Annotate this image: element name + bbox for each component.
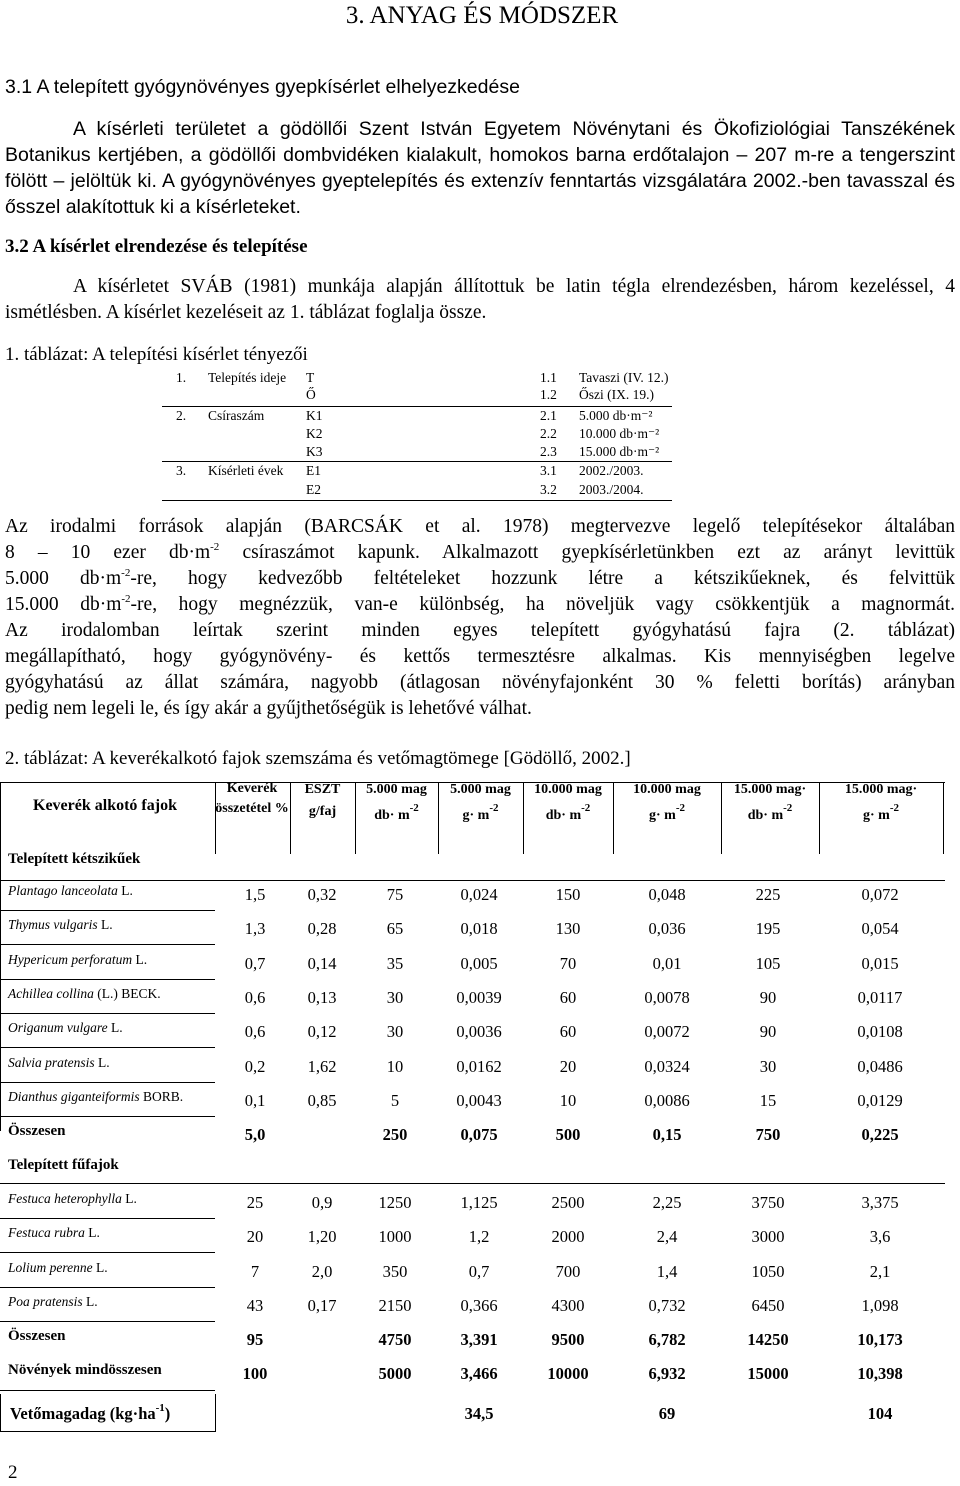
table2-rule [0, 880, 945, 881]
row-rule [0, 1013, 215, 1014]
cell-value: 1050 [751, 1261, 785, 1281]
table1-level: 1.1 [540, 370, 557, 385]
cell-value: 3,391 [460, 1330, 498, 1350]
header-line1: 5.000 mag [366, 782, 427, 797]
seed-rate-label [10, 1404, 170, 1424]
header-line2: $g\cdot m^{-2}$ [862, 802, 899, 823]
cell-value: 10,398 [857, 1364, 903, 1384]
header-line1: 10.000 mag [633, 782, 701, 797]
species-author: L. [132, 951, 148, 967]
species-italic: Plantago lanceolata [8, 883, 118, 898]
seed-box-rule [215, 1394, 216, 1432]
cell-value: 0,0324 [644, 1056, 690, 1076]
species-name [8, 1294, 98, 1310]
table2 [0, 765, 960, 1465]
species-italic: Salvia pratensis [8, 1054, 95, 1070]
cell-value: 0,28 [307, 919, 337, 939]
cell-value: 150 [555, 885, 581, 904]
p3-line-4: 15.000 $db\cdot m^{-2}-re$, hogy megnézzük, van-e különbség, ha növeljük vagy csökkentjük a magnormát. [5, 593, 955, 615]
cell-value: 20 [559, 1056, 577, 1076]
species-name: Növények mindösszesen [8, 1362, 162, 1379]
species-author: BORB. [139, 1088, 184, 1104]
cell-value: 1,098 [861, 1296, 899, 1315]
p3-line-7: gyógyhatású az állat számára, nagyobb (átlagosan növényfajonként 30 % feletti borítás) arányban [5, 672, 955, 693]
header-exponent: -2 [889, 802, 899, 814]
header-exponent: -2 [409, 802, 419, 814]
row-rule [0, 910, 215, 911]
p3-line-5: Az irodalomban leírtak szerint minden egyes telepített gyógyhatású fajra (2. táblázat) [5, 620, 955, 641]
table1-rule [162, 406, 672, 407]
cell-value: 14250 [747, 1330, 789, 1350]
seed-value: 104 [867, 1404, 893, 1424]
cell-value: 30 [386, 1022, 404, 1042]
header-exponent: -2 [783, 802, 793, 814]
table1-code: K1 [306, 408, 323, 423]
cell-value: 5,0 [244, 1125, 266, 1145]
cell-value: 0,6 [244, 987, 266, 1007]
row-rule [0, 1390, 215, 1391]
seed-rate-text: Vetőmagadag (kg·ha [10, 1404, 156, 1424]
header-c2 [438, 779, 523, 827]
species-italic: Hypericum perforatum [8, 951, 133, 967]
cell-value: 5 [390, 1090, 400, 1110]
seed-box-rule [0, 1394, 1, 1432]
species-italic: Achillea collina [8, 985, 94, 1001]
cell-value: 0,005 [460, 953, 498, 973]
cell-value: 0,072 [861, 885, 899, 904]
cell-value: 1,125 [460, 1193, 498, 1213]
row-rule [0, 1287, 215, 1288]
cell-value: 0,048 [648, 885, 686, 904]
table1-level: 2.3 [540, 444, 557, 459]
table1-code: Ő [306, 387, 316, 402]
species-name [8, 1260, 108, 1276]
cell-value: 60 [559, 1022, 577, 1042]
cell-value: 195 [755, 919, 781, 939]
cell-value: 0,1 [244, 1090, 266, 1110]
cell-value: 700 [555, 1261, 581, 1281]
cell-value: 0,075 [460, 1125, 498, 1145]
header-line2: $g\cdot m^{-2}$ [648, 802, 685, 823]
species-author: (L.) BECK. [93, 985, 161, 1001]
paragraph-3 [5, 514, 955, 722]
cell-value: 0,0036 [456, 1022, 502, 1042]
cell-value: 0,9 [311, 1193, 333, 1213]
header-line2: $g\cdot m^{-2}$ [462, 802, 499, 823]
seed-value: 69 [658, 1404, 676, 1424]
cell-value: 25 [246, 1193, 264, 1213]
row-rule [0, 1321, 215, 1322]
cell-value: 1,20 [307, 1227, 337, 1247]
group-label-grasses: Telepített fűfajok [8, 1157, 119, 1174]
cell-value: 65 [386, 919, 404, 939]
species-author: L. [82, 1294, 98, 1309]
cell-value: 43 [246, 1296, 264, 1315]
cell-value: 30 [759, 1056, 777, 1076]
table2-caption: 2. táblázat: A keverékalkotó fajok szemszáma és vetőmagtömege [Gödöllő, 2002.] [5, 748, 631, 769]
table1-number: 1. [176, 370, 187, 385]
cell-value: 0,12 [307, 1022, 337, 1042]
row-rule [0, 1116, 215, 1117]
p3-line-2: 8 – 10 ezer $db\cdot m^{-2}$ csíraszámot kapunk. Alkalmazott gyepkísérletünkben ezt az arányt levittük [5, 541, 955, 563]
cell-value: 0,0086 [644, 1090, 690, 1110]
species-name [8, 986, 161, 1002]
cell-value: 10,173 [857, 1330, 903, 1350]
cell-value: 225 [755, 885, 781, 904]
header-line1: 15.000 mag· [733, 782, 807, 797]
cell-value: 0,14 [307, 953, 337, 973]
cell-value: 0,0129 [857, 1090, 903, 1110]
species-author: L. [117, 883, 133, 898]
cell-value: 1,2 [468, 1227, 490, 1247]
section-1-heading: 3.1 A telepített gyógynövényes gyepkísérlet elhelyezkedése [5, 76, 520, 98]
header-line1: 15.000 mag· [844, 782, 918, 797]
table1-code: K3 [306, 444, 323, 459]
cell-value: 0,85 [307, 1090, 337, 1110]
table1-factor: Csíraszám [208, 408, 265, 423]
cell-value: 0,0117 [857, 987, 903, 1007]
cell-value: 9500 [551, 1330, 585, 1350]
row-rule [0, 1218, 215, 1219]
table1-desc: 15.000 db·m⁻² [579, 444, 660, 459]
header-line1: 10.000 mag [534, 782, 602, 797]
cell-value: 4750 [378, 1330, 412, 1350]
species-name [8, 917, 113, 933]
cell-value: 10000 [547, 1364, 589, 1384]
header-c6 [819, 779, 943, 827]
species-name [8, 1089, 183, 1105]
cell-value: 2,0 [311, 1261, 333, 1281]
species-italic: Dianthus giganteiformis [8, 1088, 140, 1104]
header-line2: $db\cdot m^{-2}$ [545, 802, 591, 823]
row-rule [0, 1082, 215, 1083]
table2-col-rule [943, 782, 944, 854]
species-author: L. [94, 1054, 110, 1070]
species-author: L. [92, 1259, 108, 1275]
cell-value: 3750 [751, 1193, 785, 1213]
table1-rule [162, 461, 672, 462]
cell-value: 60 [559, 987, 577, 1007]
table1-desc: 10.000 db·m⁻² [579, 426, 660, 441]
cell-value: 70 [559, 953, 577, 973]
table1-code: E2 [306, 482, 321, 497]
cell-value: 15000 [747, 1364, 789, 1384]
cell-value: 6,932 [648, 1364, 686, 1384]
section-2-heading: 3.2 A kísérlet elrendezése és telepítése [5, 236, 308, 257]
species-author: L. [97, 917, 113, 933]
seed-rate-exponent: -1 [155, 1402, 165, 1415]
cell-value: 6,782 [648, 1330, 686, 1350]
p3-line-6: megállapítható, hogy gyógynövény- és kettős termesztésre alkalmas. Kis mennyiségben legelve [5, 646, 955, 667]
cell-value: 0,225 [861, 1125, 899, 1145]
cell-value: 2,1 [869, 1261, 891, 1281]
cell-value: 0,0072 [644, 1022, 690, 1042]
cell-value: 75 [386, 885, 404, 904]
cell-value: 30 [386, 987, 404, 1007]
species-author: L. [84, 1225, 100, 1241]
cell-value: 15 [759, 1090, 777, 1110]
table1-level: 2.2 [540, 426, 557, 441]
header-c4 [613, 779, 721, 827]
header-line2: $db\cdot m^{-2}$ [747, 802, 793, 823]
group-label-dicots: Telepített kétszikűek [8, 851, 141, 867]
table1-desc: Őszi (IX. 19.) [579, 387, 654, 402]
section-1-paragraph: A kísérleti területet a gödöllői Szent István Egyetem Növénytani és Ökofiziológiai Tanszékének Botanikus kertjében, a gödöllői dombvidéken kialakult, homokos barna erdőtalajon – 207 m-re a tengerszint fölött – jelöltük ki. A gyógynövényes gyeptelepítés és extenzív fenntartás vizsgálatára 2002.-ben tavasszal és ősszel alakítottuk ki a kísérleteket. [5, 118, 955, 218]
species-author: L. [107, 1020, 123, 1036]
table1-factor: Telepítés ideje [208, 370, 287, 385]
table1-factor: Kísérleti évek [208, 463, 284, 478]
species-name [8, 1191, 137, 1207]
species-name [8, 1225, 100, 1241]
cell-value: 0,32 [307, 885, 337, 904]
table1-code: E1 [306, 463, 321, 478]
header-c5 [721, 779, 819, 827]
table1-level: 1.2 [540, 387, 557, 402]
table1-rule [162, 500, 672, 501]
cell-value: 3,466 [460, 1364, 498, 1384]
cell-value: 6450 [751, 1296, 785, 1315]
header-species: Keverék alkotó fajok [33, 797, 177, 814]
cell-value: 90 [759, 987, 777, 1007]
cell-value: 0,15 [652, 1125, 682, 1145]
cell-value: 105 [755, 953, 781, 973]
table1-desc: 2002./2003. [579, 463, 644, 478]
table1-desc: Tavaszi (IV. 12.) [579, 370, 669, 385]
cell-value: 2500 [551, 1193, 585, 1213]
cell-value: 1000 [378, 1227, 412, 1247]
section-2-paragraph: A kísérletet SVÁB (1981) munkája alapján állítottuk be latin tégla elrendezésben, három kezeléssel, 4 ismétlésben. A kísérlet kezeléseit az 1. táblázat foglalja össze. [5, 276, 955, 323]
cell-value: 2,4 [656, 1227, 678, 1247]
cell-value: 5000 [378, 1364, 412, 1384]
cell-value: 100 [242, 1364, 268, 1384]
table1-caption: 1. táblázat: A telepítési kísérlet tényezői [5, 344, 308, 365]
header-exponent: -2 [581, 802, 591, 814]
table1-number: 3. [176, 463, 187, 478]
p3-line-1: Az irodalmi források alapján (BARCSÁK et al. 1978) megtervezve legelő telepítésekor általában [5, 516, 955, 537]
cell-value: 0,732 [648, 1296, 686, 1315]
cell-value: 2150 [378, 1296, 412, 1315]
species-name: Összesen [8, 1123, 66, 1140]
header-c3 [523, 779, 613, 827]
p3-line-8: pedig nem legeli le, és így akár a gyűjthetőségük is lehetővé válhat. [5, 698, 532, 719]
table1-level: 3.2 [540, 482, 557, 497]
cell-value: 2,25 [652, 1193, 682, 1213]
cell-value: 0,0078 [644, 987, 690, 1007]
cell-value: 0,0486 [857, 1056, 903, 1076]
cell-value: 750 [755, 1125, 781, 1145]
cell-value: 0,0039 [456, 987, 502, 1007]
table1-number: 2. [176, 408, 187, 423]
cell-value: 0,024 [460, 885, 498, 904]
cell-value: 0,7 [468, 1261, 490, 1281]
cell-value: 0,0043 [456, 1090, 502, 1110]
header-exponent: -2 [489, 802, 499, 814]
cell-value: 250 [382, 1125, 408, 1145]
cell-value: 0,7 [244, 953, 266, 973]
seed-box-rule [0, 1431, 215, 1432]
cell-value: 10 [386, 1056, 404, 1076]
header-mix: Keverék összetétel % [215, 781, 289, 816]
cell-value: 0,036 [648, 919, 686, 939]
seed-rate-tail: ) [164, 1404, 171, 1424]
chapter-title: 3. ANYAG ÉS MÓDSZER [345, 2, 619, 29]
cell-value: 3,375 [861, 1193, 899, 1213]
table2-left-rule [0, 882, 1, 1131]
cell-value: 0,0162 [456, 1056, 502, 1076]
cell-value: 3000 [751, 1227, 785, 1247]
cell-value: 0,13 [307, 987, 337, 1007]
cell-value: 0,054 [861, 919, 899, 939]
cell-value: 90 [759, 1022, 777, 1042]
cell-value: 500 [555, 1125, 581, 1145]
species-name: Összesen [8, 1328, 66, 1345]
table1-level: 2.1 [540, 408, 557, 423]
table1-desc: 5.000 db·m⁻² [579, 408, 653, 423]
cell-value: 2000 [551, 1227, 585, 1247]
species-name [8, 1020, 123, 1036]
cell-value: 350 [382, 1261, 408, 1281]
row-rule [0, 1252, 215, 1253]
cell-value: 7 [250, 1261, 260, 1281]
table1-desc: 2003./2004. [579, 482, 644, 497]
cell-value: 3,6 [869, 1227, 891, 1247]
species-name [8, 1055, 110, 1071]
cell-value: 1,5 [244, 885, 266, 904]
row-rule [0, 1047, 215, 1048]
cell-value: 1,4 [656, 1261, 678, 1281]
cell-value: 0,015 [861, 953, 899, 973]
page-number: 2 [8, 1462, 18, 1483]
table1-code: K2 [306, 426, 323, 441]
species-italic: Lolium perenne [8, 1259, 93, 1275]
p3-line-3: 5.000 $db\cdot m^{-2}-re$, hogy kedvezőbb feltételeket hozzunk létre a kétszikűeknek, és felvittük [5, 567, 955, 589]
seed-value: 34,5 [464, 1404, 494, 1424]
cell-value: 0,2 [244, 1056, 266, 1076]
species-italic: Festuca rubra [8, 1225, 85, 1241]
table2-left-rule [0, 782, 1, 882]
cell-value: 0,01 [652, 953, 682, 973]
species-italic: Festuca heterophylla [8, 1191, 122, 1207]
header-eszt: ESZT g/faj [304, 782, 341, 819]
cell-value: 1,3 [244, 919, 266, 939]
species-name [8, 883, 133, 899]
species-italic: Poa pratensis [8, 1294, 83, 1309]
cell-value: 10 [559, 1090, 577, 1110]
species-name [8, 952, 147, 968]
header-exponent: -2 [675, 802, 685, 814]
header-c1 [355, 779, 438, 827]
table2-rule [0, 1183, 945, 1184]
species-italic: Origanum vulgare [8, 1020, 108, 1036]
cell-value: 95 [246, 1330, 264, 1350]
cell-value: 4300 [551, 1296, 585, 1315]
cell-value: 0,0108 [857, 1022, 903, 1042]
cell-value: 0,17 [307, 1296, 337, 1315]
cell-value: 1,62 [307, 1056, 337, 1076]
cell-value: 0,366 [460, 1296, 498, 1315]
cell-value: 130 [555, 919, 581, 939]
header-line2: $db\cdot m^{-2}$ [374, 802, 419, 823]
cell-value: 1250 [378, 1193, 412, 1213]
cell-value: 20 [246, 1227, 264, 1247]
species-italic: Thymus vulgaris [8, 917, 98, 933]
species-author: L. [121, 1191, 137, 1207]
cell-value: 35 [386, 953, 404, 973]
table1-level: 3.1 [540, 463, 557, 478]
cell-value: 0,018 [460, 919, 498, 939]
row-rule [0, 944, 215, 945]
row-rule [0, 979, 215, 980]
cell-value: 0,6 [244, 1022, 266, 1042]
table1-code: T [306, 370, 315, 385]
header-line1: 5.000 mag [450, 782, 511, 797]
